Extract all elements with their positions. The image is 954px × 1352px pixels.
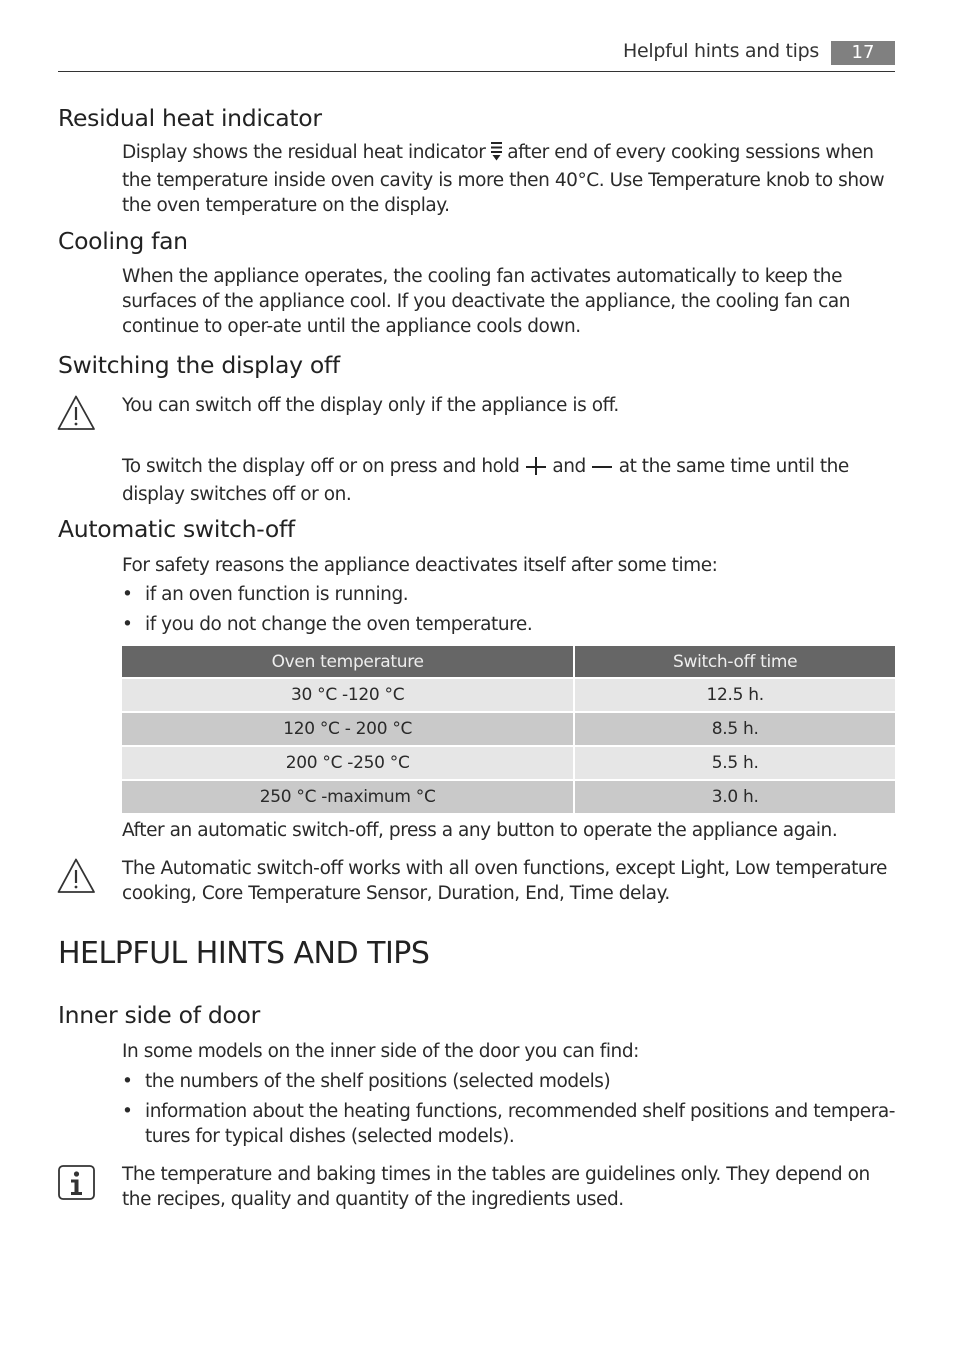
table-cell: 200 °C -250 °C xyxy=(122,746,574,780)
section-title: HELPFUL HINTS AND TIPS xyxy=(58,936,430,971)
automatic-switch-off-intro: For safety reasons the appliance deactivates itself after some time: xyxy=(122,555,718,576)
cooling-fan-text: When the appliance operates, the cooling fan activates automatically to keep the surfaces of the appliance cool. If you deactivate the appliance, the cooling fan can continue to oper-ate until the appliance cools down. xyxy=(122,266,850,337)
table-cell: 8.5 h. xyxy=(574,712,895,746)
table-header-row xyxy=(122,646,895,678)
table-row xyxy=(122,678,895,712)
table-cell: 3.0 h. xyxy=(574,780,895,813)
cooling-fan-heading: Cooling fan xyxy=(58,227,188,255)
display-off-instructions: To switch the display off or on press and hold and at the same time until the display switches off or on. xyxy=(122,456,849,505)
list-item: • if an oven function is running. xyxy=(122,584,409,605)
automatic-switch-off-heading: Automatic switch-off xyxy=(58,515,295,543)
warning-triangle-icon xyxy=(57,857,97,895)
table-row xyxy=(122,746,895,780)
automatic-switch-off-warning-text: The Automatic switch-off works with all oven functions, except Light, Low temperature cooking, Core Temperature Sensor, Duration, End, Time delay. xyxy=(122,858,887,904)
table-cell: 12.5 h. xyxy=(574,678,895,712)
table-row xyxy=(122,712,895,746)
list-item: • the numbers of the shelf positions (selected models) xyxy=(122,1071,611,1092)
info-icon xyxy=(57,1164,97,1202)
page-number: 17 xyxy=(831,41,895,65)
table-row xyxy=(122,780,895,813)
column-header-oven-temperature: Oven temperature xyxy=(122,646,574,678)
list-item: • information about the heating functions, recommended shelf positions and tempera-tures for typical dishes (selected models). xyxy=(122,1101,895,1147)
page-header xyxy=(58,38,895,72)
plus-icon xyxy=(525,455,547,482)
minus-icon xyxy=(591,455,613,482)
list-item: • if you do not change the oven temperature. xyxy=(122,614,533,635)
column-header-switch-off-time: Switch-off time xyxy=(574,646,895,678)
automatic-switch-off-after-text: After an automatic switch-off, press a any button to operate the appliance again. xyxy=(122,820,838,841)
running-header-title: Helpful hints and tips xyxy=(623,40,819,62)
table-cell: 250 °C -maximum °C xyxy=(122,780,574,813)
info-text: The temperature and baking times in the tables are guidelines only. They depend on the recipes, quality and quantity of the ingredients used. xyxy=(122,1164,870,1210)
residual-heat-icon xyxy=(491,141,502,168)
warning-triangle-icon xyxy=(57,394,97,432)
switch-off-table xyxy=(122,646,895,813)
table-cell: 120 °C - 200 °C xyxy=(122,712,574,746)
residual-heat-text: Display shows the residual heat indicator after end of every cooking sessions when the temperature inside oven cavity is more then 40°C. Use Temperature knob to show the oven temperature on the display. xyxy=(122,142,885,216)
inner-door-intro: In some models on the inner side of the door you can find: xyxy=(122,1041,639,1062)
table-cell: 30 °C -120 °C xyxy=(122,678,574,712)
table-cell: 5.5 h. xyxy=(574,746,895,780)
inner-door-heading: Inner side of door xyxy=(58,1001,260,1029)
residual-heat-heading: Residual heat indicator xyxy=(58,104,322,132)
display-off-heading: Switching the display off xyxy=(58,351,340,379)
display-off-warning-text: You can switch off the display only if the appliance is off. xyxy=(122,395,619,416)
